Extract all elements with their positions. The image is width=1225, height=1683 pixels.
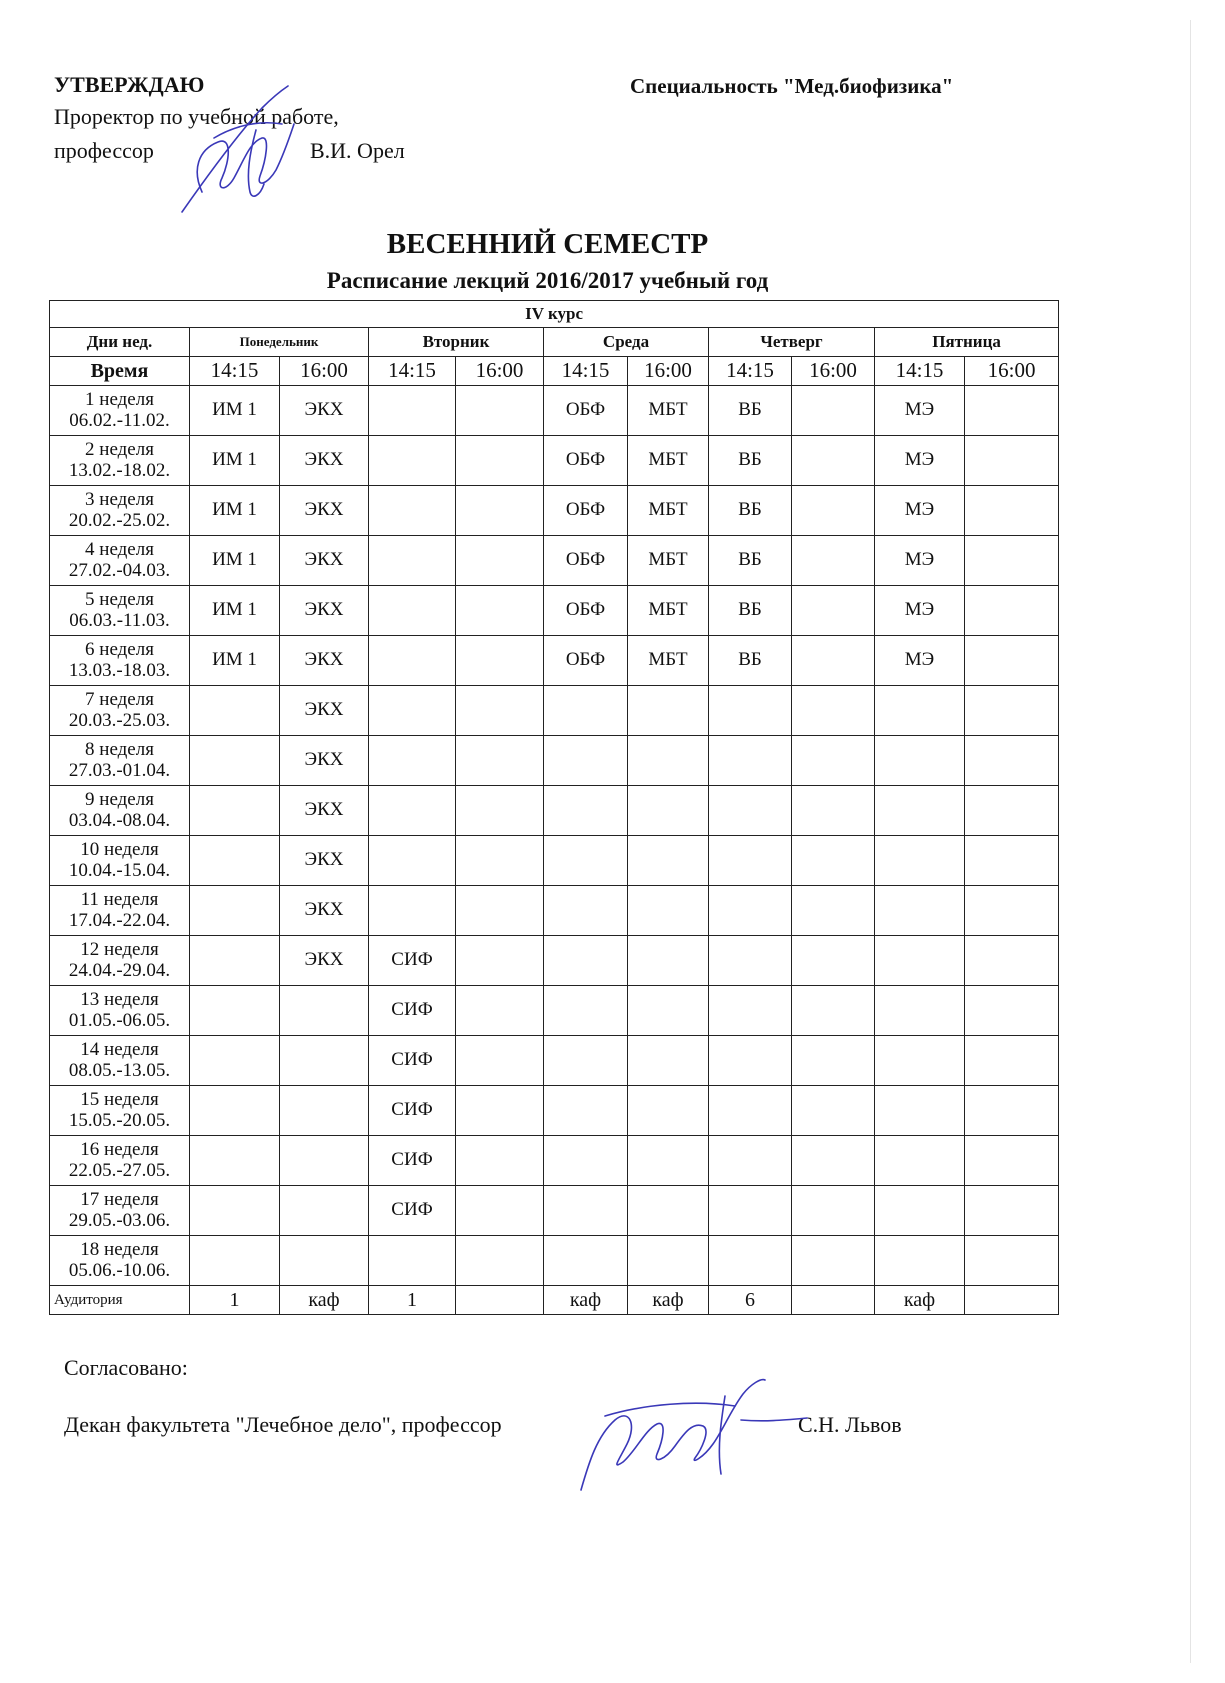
lecture-cell xyxy=(369,1236,456,1286)
page-edge xyxy=(1190,20,1191,1663)
lecture-cell xyxy=(709,1086,792,1136)
lecture-cell: ВБ xyxy=(709,536,792,586)
week-number: 9 неделя xyxy=(85,788,154,810)
lecture-cell xyxy=(369,836,456,886)
dean-signature xyxy=(575,1366,815,1496)
lecture-cell xyxy=(456,386,544,436)
lecture-cell: ЭКХ xyxy=(280,786,369,836)
lecture-cell xyxy=(456,586,544,636)
lecture-cell xyxy=(190,886,280,936)
lecture-cell xyxy=(190,1236,280,1286)
lecture-cell xyxy=(456,936,544,986)
lecture-cell xyxy=(456,886,544,936)
lecture-cell xyxy=(709,986,792,1036)
week-number: 3 неделя xyxy=(85,488,154,510)
lecture-cell xyxy=(544,786,628,836)
lecture-cell xyxy=(456,1186,544,1236)
lecture-cell xyxy=(544,736,628,786)
lecture-cell: ВБ xyxy=(709,586,792,636)
lecture-cell: МБТ xyxy=(628,386,709,436)
schedule-table xyxy=(49,300,1059,1315)
lecture-cell xyxy=(369,636,456,686)
lecture-cell xyxy=(190,736,280,786)
lecture-cell xyxy=(544,1036,628,1086)
lecture-cell: ВБ xyxy=(709,636,792,686)
lecture-cell xyxy=(280,1036,369,1086)
lecture-cell xyxy=(792,1086,875,1136)
week-dates: 05.06.-10.06. xyxy=(68,1259,171,1281)
lecture-cell xyxy=(709,736,792,786)
room-cell: каф xyxy=(875,1286,965,1315)
lecture-cell xyxy=(456,486,544,536)
lecture-cell xyxy=(544,986,628,1036)
week-dates: 22.05.-27.05. xyxy=(68,1159,171,1181)
lecture-cell xyxy=(628,686,709,736)
time-slot: 16:00 xyxy=(456,357,544,386)
lecture-cell xyxy=(709,1186,792,1236)
week-cell xyxy=(50,686,190,736)
room-cell: 1 xyxy=(190,1286,280,1315)
lecture-cell xyxy=(965,886,1059,936)
week-dates: 13.03.-18.03. xyxy=(68,659,171,681)
lecture-cell: ОБФ xyxy=(544,586,628,636)
lecture-cell xyxy=(544,686,628,736)
week-dates: 15.05.-20.05. xyxy=(68,1109,171,1131)
lecture-cell xyxy=(628,1136,709,1186)
week-cell xyxy=(50,1036,190,1086)
lecture-cell xyxy=(792,636,875,686)
lecture-cell: МЭ xyxy=(875,486,965,536)
lecture-cell xyxy=(280,1136,369,1186)
week-cell xyxy=(50,986,190,1036)
lecture-cell: МБТ xyxy=(628,536,709,586)
lecture-cell xyxy=(709,686,792,736)
lecture-cell xyxy=(280,1186,369,1236)
week-row xyxy=(50,936,1059,986)
lecture-cell xyxy=(369,736,456,786)
time-label: Время xyxy=(50,357,190,386)
room-cell xyxy=(456,1286,544,1315)
week-cell xyxy=(50,386,190,436)
lecture-cell xyxy=(792,436,875,486)
lecture-cell xyxy=(369,586,456,636)
room-cell xyxy=(792,1286,875,1315)
lecture-cell xyxy=(544,1236,628,1286)
lecture-cell xyxy=(792,986,875,1036)
lecture-cell xyxy=(280,1086,369,1136)
day-wednesday: Среда xyxy=(544,328,709,357)
lecture-cell xyxy=(965,386,1059,436)
week-number: 17 неделя xyxy=(80,1188,159,1210)
lecture-cell: СИФ xyxy=(369,986,456,1036)
lecture-cell: ИМ 1 xyxy=(190,536,280,586)
lecture-cell xyxy=(190,986,280,1036)
lecture-cell: ОБФ xyxy=(544,386,628,436)
lecture-cell: ЭКХ xyxy=(280,836,369,886)
lecture-cell xyxy=(456,1136,544,1186)
lecture-cell xyxy=(965,786,1059,836)
lecture-cell xyxy=(544,1186,628,1236)
lecture-cell xyxy=(875,836,965,886)
lecture-cell xyxy=(792,836,875,886)
lecture-cell xyxy=(875,1136,965,1186)
lecture-cell xyxy=(792,486,875,536)
week-row xyxy=(50,486,1059,536)
lecture-cell xyxy=(369,686,456,736)
lecture-cell xyxy=(965,686,1059,736)
week-row xyxy=(50,1136,1059,1186)
week-cell xyxy=(50,436,190,486)
lecture-cell xyxy=(628,1086,709,1136)
lecture-cell xyxy=(456,1036,544,1086)
week-row xyxy=(50,386,1059,436)
lecture-cell: ОБФ xyxy=(544,436,628,486)
lecture-cell: ОБФ xyxy=(544,486,628,536)
agreed-label: Согласовано: xyxy=(64,1355,188,1380)
lecture-cell: МБТ xyxy=(628,486,709,536)
lecture-cell xyxy=(792,536,875,586)
lecture-cell xyxy=(628,736,709,786)
week-dates: 06.02.-11.02. xyxy=(69,409,170,431)
room-cell: каф xyxy=(628,1286,709,1315)
lecture-cell xyxy=(190,786,280,836)
lecture-cell xyxy=(965,486,1059,536)
lecture-cell: ИМ 1 xyxy=(190,636,280,686)
lecture-cell xyxy=(965,1236,1059,1286)
week-row xyxy=(50,686,1059,736)
lecture-cell xyxy=(875,936,965,986)
lecture-cell: ВБ xyxy=(709,486,792,536)
lecture-cell xyxy=(456,1086,544,1136)
lecture-cell xyxy=(792,386,875,436)
week-dates: 17.04.-22.04. xyxy=(68,909,171,931)
approval-rank: профессор xyxy=(54,138,154,163)
lecture-cell xyxy=(456,686,544,736)
lecture-cell xyxy=(190,936,280,986)
lecture-cell xyxy=(628,986,709,1036)
lecture-cell xyxy=(875,786,965,836)
week-cell xyxy=(50,1236,190,1286)
lecture-cell xyxy=(369,886,456,936)
lecture-cell xyxy=(628,936,709,986)
lecture-cell xyxy=(709,786,792,836)
lecture-cell xyxy=(280,1236,369,1286)
lecture-cell xyxy=(965,1036,1059,1086)
week-cell xyxy=(50,836,190,886)
lecture-cell: ВБ xyxy=(709,386,792,436)
week-number: 12 неделя xyxy=(80,938,159,960)
lecture-cell: МБТ xyxy=(628,586,709,636)
lecture-cell xyxy=(875,1086,965,1136)
week-cell xyxy=(50,1186,190,1236)
lecture-cell xyxy=(792,686,875,736)
lecture-cell: ОБФ xyxy=(544,536,628,586)
week-number: 4 неделя xyxy=(85,538,154,560)
lecture-cell xyxy=(190,686,280,736)
lecture-cell: ЭКХ xyxy=(280,386,369,436)
lecture-cell xyxy=(456,786,544,836)
lecture-cell xyxy=(709,836,792,886)
week-number: 5 неделя xyxy=(85,588,154,610)
lecture-cell xyxy=(965,586,1059,636)
week-dates: 06.03.-11.03. xyxy=(69,609,170,631)
week-row xyxy=(50,536,1059,586)
dean-position: Декан факультета "Лечебное дело", профессор xyxy=(64,1412,502,1437)
week-dates: 20.03.-25.03. xyxy=(68,709,171,731)
lecture-cell xyxy=(965,436,1059,486)
lecture-cell xyxy=(544,836,628,886)
lecture-cell xyxy=(456,436,544,486)
lecture-cell xyxy=(875,1186,965,1236)
room-cell: каф xyxy=(280,1286,369,1315)
week-row xyxy=(50,886,1059,936)
week-number: 15 неделя xyxy=(80,1088,159,1110)
specialty-label: Специальность "Мед.биофизика" xyxy=(630,74,954,98)
week-row xyxy=(50,1086,1059,1136)
time-slot: 16:00 xyxy=(965,357,1059,386)
lecture-cell xyxy=(965,986,1059,1036)
lecture-cell: ИМ 1 xyxy=(190,386,280,436)
lecture-cell xyxy=(792,586,875,636)
week-cell xyxy=(50,936,190,986)
week-cell xyxy=(50,536,190,586)
lecture-cell xyxy=(456,836,544,886)
lecture-cell xyxy=(792,1136,875,1186)
lecture-cell xyxy=(628,786,709,836)
lecture-cell: ЭКХ xyxy=(280,936,369,986)
lecture-cell xyxy=(792,1186,875,1236)
week-row xyxy=(50,586,1059,636)
lecture-cell xyxy=(792,886,875,936)
week-row xyxy=(50,436,1059,486)
time-slot: 14:15 xyxy=(369,357,456,386)
lecture-cell: СИФ xyxy=(369,936,456,986)
lecture-cell xyxy=(456,636,544,686)
lecture-cell xyxy=(628,1036,709,1086)
approval-signature xyxy=(170,80,320,220)
lecture-cell: СИФ xyxy=(369,1036,456,1086)
lecture-cell xyxy=(190,1136,280,1186)
lecture-cell: СИФ xyxy=(369,1186,456,1236)
week-cell xyxy=(50,1086,190,1136)
lecture-cell xyxy=(544,936,628,986)
lecture-cell xyxy=(628,1236,709,1286)
lecture-cell xyxy=(965,1136,1059,1186)
lecture-cell xyxy=(190,1086,280,1136)
week-number: 2 неделя xyxy=(85,438,154,460)
lecture-cell xyxy=(875,736,965,786)
lecture-cell xyxy=(792,786,875,836)
course-header: IV курс xyxy=(50,301,1059,328)
lecture-cell: МЭ xyxy=(875,636,965,686)
lecture-cell xyxy=(369,436,456,486)
lecture-cell: ЭКХ xyxy=(280,636,369,686)
time-slot: 14:15 xyxy=(190,357,280,386)
lecture-cell xyxy=(709,886,792,936)
lecture-cell xyxy=(369,536,456,586)
lecture-cell xyxy=(875,1236,965,1286)
lecture-cell: ЭКХ xyxy=(280,536,369,586)
lecture-cell xyxy=(369,486,456,536)
room-cell: 6 xyxy=(709,1286,792,1315)
week-number: 14 неделя xyxy=(80,1038,159,1060)
schedule-title: Расписание лекций 2016/2017 учебный год xyxy=(326,268,769,293)
lecture-cell xyxy=(456,986,544,1036)
week-cell xyxy=(50,786,190,836)
week-row xyxy=(50,636,1059,686)
approval-name: В.И. Орел xyxy=(310,138,405,163)
week-cell xyxy=(50,586,190,636)
week-dates: 13.02.-18.02. xyxy=(68,459,171,481)
week-row xyxy=(50,1236,1059,1286)
week-dates: 29.05.-03.06. xyxy=(68,1209,171,1231)
day-tuesday: Вторник xyxy=(369,328,544,357)
lecture-cell xyxy=(875,686,965,736)
week-dates: 27.03.-01.04. xyxy=(68,759,171,781)
lecture-cell: МЭ xyxy=(875,386,965,436)
week-row xyxy=(50,986,1059,1036)
lecture-cell: МЭ xyxy=(875,436,965,486)
week-cell xyxy=(50,736,190,786)
lecture-cell xyxy=(965,636,1059,686)
lecture-cell xyxy=(709,1036,792,1086)
week-dates: 01.05.-06.05. xyxy=(68,1009,171,1031)
lecture-cell xyxy=(875,986,965,1036)
week-row xyxy=(50,736,1059,786)
day-thursday: Четверг xyxy=(709,328,875,357)
lecture-cell xyxy=(190,836,280,886)
lecture-cell xyxy=(628,836,709,886)
lecture-cell xyxy=(190,1186,280,1236)
week-number: 18 неделя xyxy=(80,1238,159,1260)
lecture-cell xyxy=(456,1236,544,1286)
lecture-cell xyxy=(280,986,369,1036)
lecture-cell: МЭ xyxy=(875,586,965,636)
lecture-cell: ОБФ xyxy=(544,636,628,686)
lecture-cell: СИФ xyxy=(369,1136,456,1186)
lecture-cell xyxy=(965,836,1059,886)
day-friday: Пятница xyxy=(875,328,1059,357)
lecture-cell xyxy=(544,1136,628,1186)
lecture-cell xyxy=(875,886,965,936)
lecture-cell xyxy=(965,936,1059,986)
week-row xyxy=(50,1186,1059,1236)
room-cell xyxy=(965,1286,1059,1315)
week-number: 7 неделя xyxy=(85,688,154,710)
week-dates: 10.04.-15.04. xyxy=(68,859,171,881)
lecture-cell xyxy=(965,1086,1059,1136)
lecture-cell: ЭКХ xyxy=(280,486,369,536)
time-slot: 14:15 xyxy=(709,357,792,386)
lecture-cell xyxy=(544,1086,628,1136)
week-row xyxy=(50,1036,1059,1086)
week-number: 8 неделя xyxy=(85,738,154,760)
days-label: Дни нед. xyxy=(50,328,190,357)
week-number: 6 неделя xyxy=(85,638,154,660)
time-slot: 14:15 xyxy=(875,357,965,386)
lecture-cell: ВБ xyxy=(709,436,792,486)
lecture-cell: МБТ xyxy=(628,436,709,486)
lecture-cell: МБТ xyxy=(628,636,709,686)
semester-title: ВЕСЕННИЙ СЕМЕСТР xyxy=(386,228,709,260)
time-slot: 14:15 xyxy=(544,357,628,386)
lecture-cell xyxy=(709,1236,792,1286)
time-slot: 16:00 xyxy=(792,357,875,386)
lecture-cell xyxy=(792,936,875,986)
lecture-cell xyxy=(456,736,544,786)
lecture-cell xyxy=(369,786,456,836)
lecture-cell xyxy=(792,736,875,786)
lecture-cell xyxy=(965,1186,1059,1236)
lecture-cell: ИМ 1 xyxy=(190,586,280,636)
lecture-cell xyxy=(792,1036,875,1086)
week-cell xyxy=(50,1136,190,1186)
time-slot: 16:00 xyxy=(280,357,369,386)
lecture-cell xyxy=(709,1136,792,1186)
week-row xyxy=(50,786,1059,836)
week-cell xyxy=(50,886,190,936)
lecture-cell xyxy=(792,1236,875,1286)
lecture-cell xyxy=(369,386,456,436)
week-number: 16 неделя xyxy=(80,1138,159,1160)
lecture-cell xyxy=(965,736,1059,786)
lecture-cell xyxy=(628,1186,709,1236)
week-cell xyxy=(50,636,190,686)
lecture-cell: ЭКХ xyxy=(280,686,369,736)
room-cell: 1 xyxy=(369,1286,456,1315)
week-dates: 24.04.-29.04. xyxy=(68,959,171,981)
week-number: 11 неделя xyxy=(80,888,159,910)
lecture-cell: ЭКХ xyxy=(280,886,369,936)
lecture-cell xyxy=(628,886,709,936)
approval-position: Проректор по учебной работе, xyxy=(54,104,339,129)
lecture-cell xyxy=(190,1036,280,1086)
approval-title: УТВЕРЖДАЮ xyxy=(54,72,205,97)
week-row xyxy=(50,836,1059,886)
lecture-cell xyxy=(709,936,792,986)
lecture-cell: ЭКХ xyxy=(280,736,369,786)
week-dates: 03.04.-08.04. xyxy=(68,809,171,831)
lecture-cell: СИФ xyxy=(369,1086,456,1136)
lecture-cell: МЭ xyxy=(875,536,965,586)
week-number: 10 неделя xyxy=(80,838,159,860)
lecture-cell: ЭКХ xyxy=(280,436,369,486)
lecture-cell: ИМ 1 xyxy=(190,436,280,486)
room-cell: каф xyxy=(544,1286,628,1315)
week-dates: 08.05.-13.05. xyxy=(68,1059,171,1081)
lecture-cell xyxy=(875,1036,965,1086)
time-slot: 16:00 xyxy=(628,357,709,386)
day-monday: Понедельник xyxy=(190,328,369,357)
week-number: 1 неделя xyxy=(85,388,154,410)
week-cell xyxy=(50,486,190,536)
dean-name: С.Н. Львов xyxy=(798,1412,902,1437)
lecture-cell xyxy=(544,886,628,936)
lecture-cell xyxy=(456,536,544,586)
week-dates: 20.02.-25.02. xyxy=(68,509,171,531)
lecture-cell xyxy=(965,536,1059,586)
room-label: Аудитория xyxy=(50,1286,190,1315)
week-dates: 27.02.-04.03. xyxy=(68,559,171,581)
week-number: 13 неделя xyxy=(80,988,159,1010)
lecture-cell: ЭКХ xyxy=(280,586,369,636)
lecture-cell: ИМ 1 xyxy=(190,486,280,536)
